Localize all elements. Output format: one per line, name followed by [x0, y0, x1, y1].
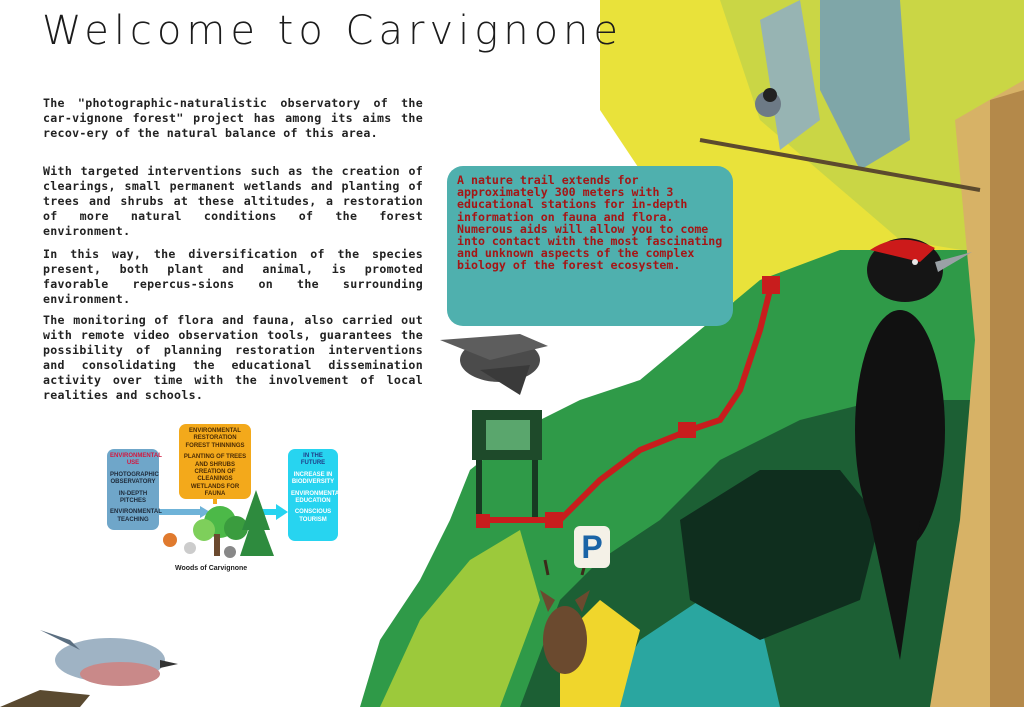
in-the-future-box	[288, 449, 343, 541]
monitoring-paragraph: The monitoring of flora and fauna, also carried out with remote video observation tools, guarantees the possibility of planning restoration interventions and consolidating the educational dissemination activity over time with the involvement of local realities and schools.	[43, 313, 423, 402]
callout-text: A nature trail extends for approximately 300 meters with 3 educational stations for in-depth information on fauna and flora. Numerous aids will allow you to come into contact with the most fascinating and unknown aspects of the complex biology of the forest ecosystem.	[457, 173, 723, 273]
diagram-caption: Woods of Carvignone	[175, 565, 248, 572]
diagram-item: PHOTOGRAPHIC OBSERVATORY	[110, 471, 159, 486]
environmental-use-header: ENVIRONMENTAL USE	[110, 453, 162, 467]
trail-station-1	[476, 514, 490, 528]
in-the-future-header: IN THE FUTURE	[300, 453, 326, 467]
diagram-item: IN-DEPTH PITCHES	[118, 490, 148, 505]
environmental-use-box	[107, 449, 162, 530]
tree-trunk-shadow	[990, 90, 1024, 707]
diagram-item: CONSCIOUS TOURISM	[294, 509, 332, 523]
hawk	[440, 334, 548, 395]
diagram-item: ENVIRONMENTAL TEACHING	[110, 509, 162, 523]
diagram-item: ENVIRONMENTAL RESTORATION FOREST THINNINGS	[185, 428, 245, 449]
interventions-paragraph: With targeted interventions such as the creation of clearings, small permanent wetlands and planting of trees and shrubs at these altitudes, a restoration of more natural conditions of the forest environment.	[43, 164, 423, 238]
nature-trail-callout	[447, 166, 733, 326]
diagram-illustration	[159, 490, 288, 558]
page-title: Welcome to Carvignone	[42, 8, 624, 54]
diagram-item: INCREASE IN BIODIVERSITY	[291, 471, 335, 486]
diagram-item: PLANTING OF TREES AND SHRUBS CREATION OF CLEANINGS WETLANDS FOR FAUNA	[183, 454, 247, 498]
nuthatch	[0, 630, 178, 707]
trail-station-3	[678, 422, 696, 438]
trail-station-2	[545, 512, 563, 528]
environmental-restoration-box	[179, 424, 251, 499]
diversification-paragraph: In this way, the diversification of the species present, both plant and animal, is promoted favorable repercus-sions on the surrounding environment.	[43, 247, 423, 306]
diagram-item: ENVIRONMENTAL EDUCATION	[291, 490, 343, 505]
intro-paragraph: The "photographic-naturalistic observatory of the car-vignone forest" project has among its aims the recov-ery of the natural balance of this area.	[43, 96, 423, 140]
trail-station-4	[762, 276, 780, 294]
parking-sign: P	[574, 526, 610, 568]
